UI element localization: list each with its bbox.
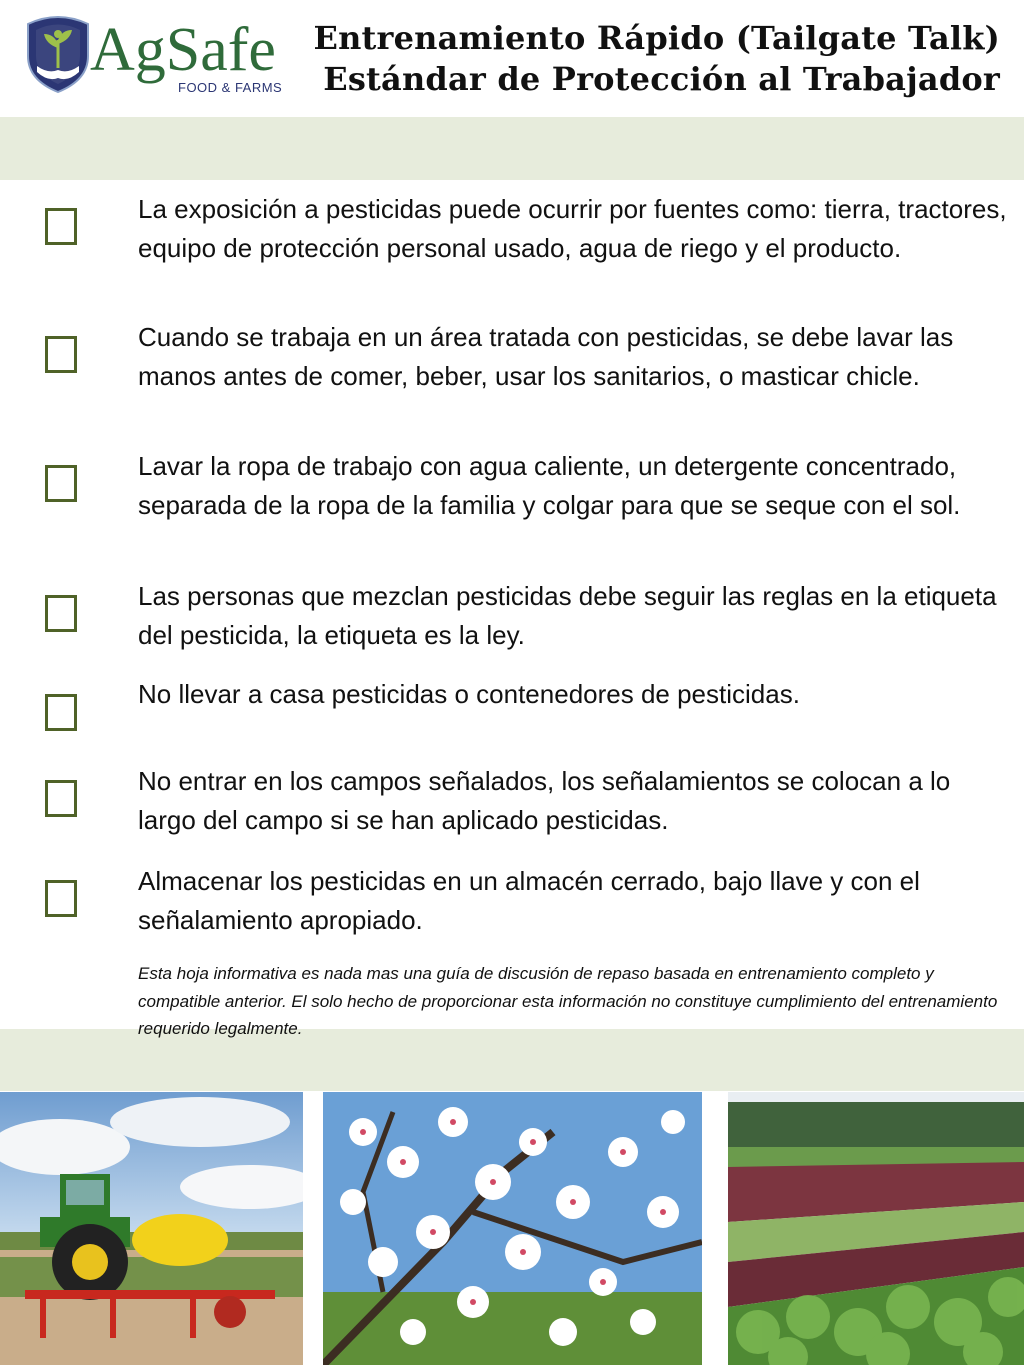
checkbox-icon[interactable] (45, 336, 77, 373)
checklist-item-text: Almacenar los pesticidas en un almacén cerrado, bajo llave y con el señalamiento apropiado. (138, 866, 920, 935)
title-line-2: Estándar de Protección al Trabajador (323, 60, 1000, 98)
disclaimer: Esta hoja informativa es nada mas una guía de discusión de repaso basada en entrenamiento completo y compatible anterior. El solo hecho de proporcionar esta información no constituye cumplimiento del entrenamiento requerido legalmente. (138, 964, 998, 1038)
checkbox-icon[interactable] (45, 780, 77, 817)
checkbox-icon[interactable] (45, 694, 77, 731)
header (0, 0, 1024, 117)
tractor-photo (0, 1092, 303, 1365)
almond-blossom-photo (323, 1092, 702, 1365)
checklist-item-text: No entrar en los campos señalados, los señalamientos se colocan a lo largo del campo si se han aplicado pesticidas. (138, 766, 951, 835)
lettuce-field-photo (728, 1092, 1024, 1365)
top-band (0, 117, 1024, 180)
agsafe-logo (22, 10, 302, 114)
checkbox-icon[interactable] (45, 880, 77, 917)
checklist-item-text: La exposición a pesticidas puede ocurrir por fuentes como: tierra, tractores, equipo de protección personal usado, agua de riego y el producto. (138, 194, 1007, 263)
title-line-1: Entrenamiento Rápido (Tailgate Talk) (313, 19, 1000, 57)
checklist-item-text: No llevar a casa pesticidas o contenedores de pesticidas. (138, 679, 800, 709)
checkbox-icon[interactable] (45, 208, 77, 245)
checklist-item-text: Cuando se trabaja en un área tratada con pesticidas, se debe lavar las manos antes de comer, beber, usar los sanitarios, o masticar chicle. (138, 322, 954, 391)
checklist-item-text: Las personas que mezclan pesticidas debe seguir las reglas en la etiqueta del pesticida, la etiqueta es la ley. (138, 581, 997, 650)
checkbox-icon[interactable] (45, 465, 77, 502)
checkbox-icon[interactable] (45, 595, 77, 632)
logo-tagline: FOOD & FARMS (178, 80, 283, 95)
checklist-item-text: Lavar la ropa de trabajo con agua caliente, un detergente concentrado, separada de la ropa de la familia y colgar para que se seque con el sol. (138, 451, 961, 520)
logo-wordmark: AgSafe (90, 16, 276, 84)
page-title (314, 18, 1001, 100)
